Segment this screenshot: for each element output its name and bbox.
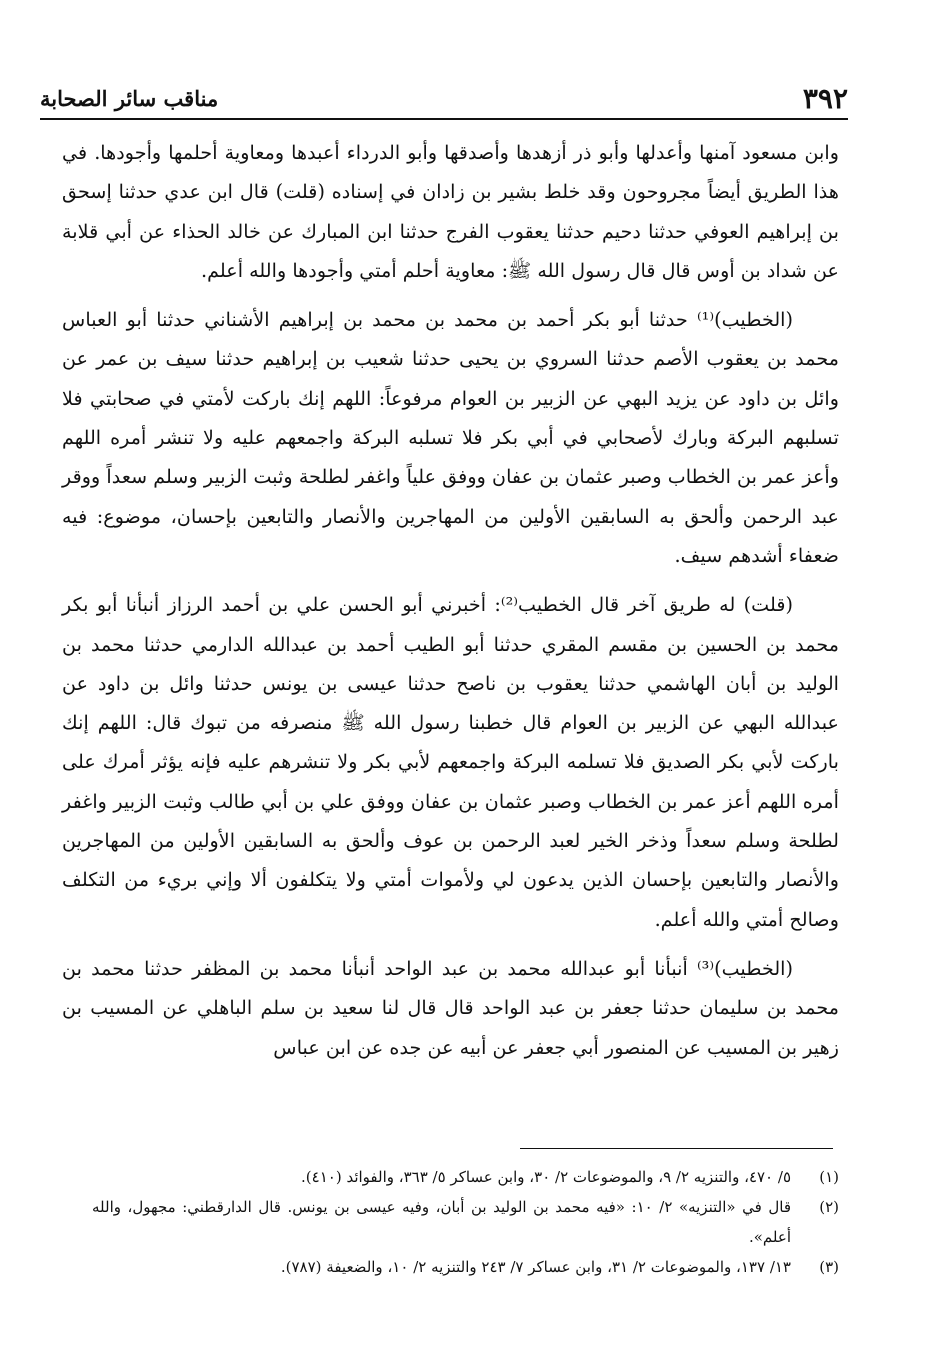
footnote xyxy=(92,1252,839,1282)
paragraph: وابن مسعود آمنها وأعدلها وأبو ذر أزهدها وأصدقها وأبو الدرداء أعبدها ومعاوية أحلمها وأجودها. في هذا الطريق أيضاً مجروحون وقد خلط بشير بن زادان في إسناده (قلت) قال ابن عدي حدثنا إسحق بن إبراهيم العوفي حدثنا دحيم حدثنا يعقوب الفرج حدثنا ابن المبارك عن خالد الحذاء عن أبي قلابة عن شداد بن أوس قال قال رسول الله ﷺ: معاوية أحلم أمتي وأجودها والله أعلم. xyxy=(62,141,839,282)
footnotes xyxy=(92,1162,839,1282)
running-title: مناقب سائر الصحابة xyxy=(40,85,219,111)
page-number: ٣٩٢ xyxy=(802,81,848,115)
footnote xyxy=(92,1192,839,1252)
footnote-mark: (٢) xyxy=(819,1198,839,1216)
footnote-mark: (١) xyxy=(819,1168,839,1186)
main-text xyxy=(62,133,839,1077)
footnote-text: ١٣/ ١٣٧، والموضوعات ٢/ ٣١، وابن عساكر ٧/ ٢٤٣ والتنزيه ٢/ ١٠، والضعيفة (٧٨٧). xyxy=(280,1258,791,1276)
footnote-separator xyxy=(520,1148,833,1149)
footnote-mark: (٣) xyxy=(819,1258,839,1276)
paragraph: (الخطيب)⁽¹⁾ حدثنا أبو بكر أحمد بن محمد بن محمد بن إبراهيم الأشناني حدثنا أبو العباس محمد بن يعقوب الأصم حدثنا السروي بن يحيى حدثنا شعيب بن إبراهيم حدثنا سيف بن عمر عن وائل بن داود عن يزيد البهي عن الزبير بن العوام مرفوعاً: اللهم إنك باركت لأمتي في صحابتي فلا تسلبهم البركة وبارك لأصحابي في أبي بكر فلا تسلبه البركة واجمعهم عليه ولا تنشر أمره اللهم وأعز عمر بن الخطاب وصبر عثمان بن عفان ووفق علياً واغفر لطلحة وثبت الزبير وسلم سعداً ووقر عبد الرحمن وألحق به السابقين الأولين من المهاجرين والأنصار والتابعين بإحسان، موضوع: فيه ضعفاء أشدهم سيف. xyxy=(62,308,839,567)
footnote-text: ٥/ ٤٧٠، والتنزيه ٢/ ٩، والموضوعات ٢/ ٣٠، وابن عساكر ٥/ ٣٦٣، والفوائد (٤١٠). xyxy=(301,1168,791,1186)
page-header xyxy=(40,78,848,120)
paragraph: (الخطيب)⁽³⁾ أنبأنا أبو عبدالله محمد بن عبد الواحد أنبأنا محمد بن المظفر حدثنا محمد بن محمد بن سليمان حدثنا جعفر بن عبد الواحد قال قال لنا سعيد بن سلم الباهلي عن المسيب بن زهير بن المسيب عن المنصور أبي جعفر عن أبيه عن جده عن ابن عباس xyxy=(62,956,839,1059)
paragraph: (قلت) له طريق آخر قال الخطيب⁽²⁾: أخبرني أبو الحسن علي بن أحمد الرزاز أنبأنا أبو بكر محمد بن الحسين بن مقسم المقري حدثنا أبو الطيب أحمد بن عبدالله الدارمي حدثنا محمد بن الوليد بن أبان الهاشمي حدثنا يعقوب بن ناصح حدثنا عيسى بن يونس حدثنا وائل بن داود عن عبدالله البهي عن الزبير بن العوام قال خطبنا رسول الله ﷺ منصرفه من تبوك قال: اللهم إنك باركت لأبي بكر الصديق فلا تسلمه البركة واجمعهم لأبي بكر ولا تنشرهم عليه فإنه يؤثر أمرك على أمره اللهم أعز عمر بن الخطاب وصبر عثمان بن عفان ووفق علي بن أبي طالب وثبت الزبير واغفر لطلحة وسلم سعداً وذخر الخير لعبد الرحمن بن عوف وألحق به السابقين الأولين من المهاجرين والأنصار والتابعين بإحسان الذين يدعون لي ولأموات أمتي ولا يتكلفون ألا وإني بريء من التكلف وصالح أمتي والله أعلم. xyxy=(62,593,839,931)
footnote xyxy=(92,1162,839,1192)
footnote-text: قال في «التنزيه» ٢/ ١٠: «فيه محمد بن الوليد بن أبان، وفيه عيسى بن يونس. قال الدارقطني: مجهول، والله أعلم». xyxy=(92,1198,791,1246)
